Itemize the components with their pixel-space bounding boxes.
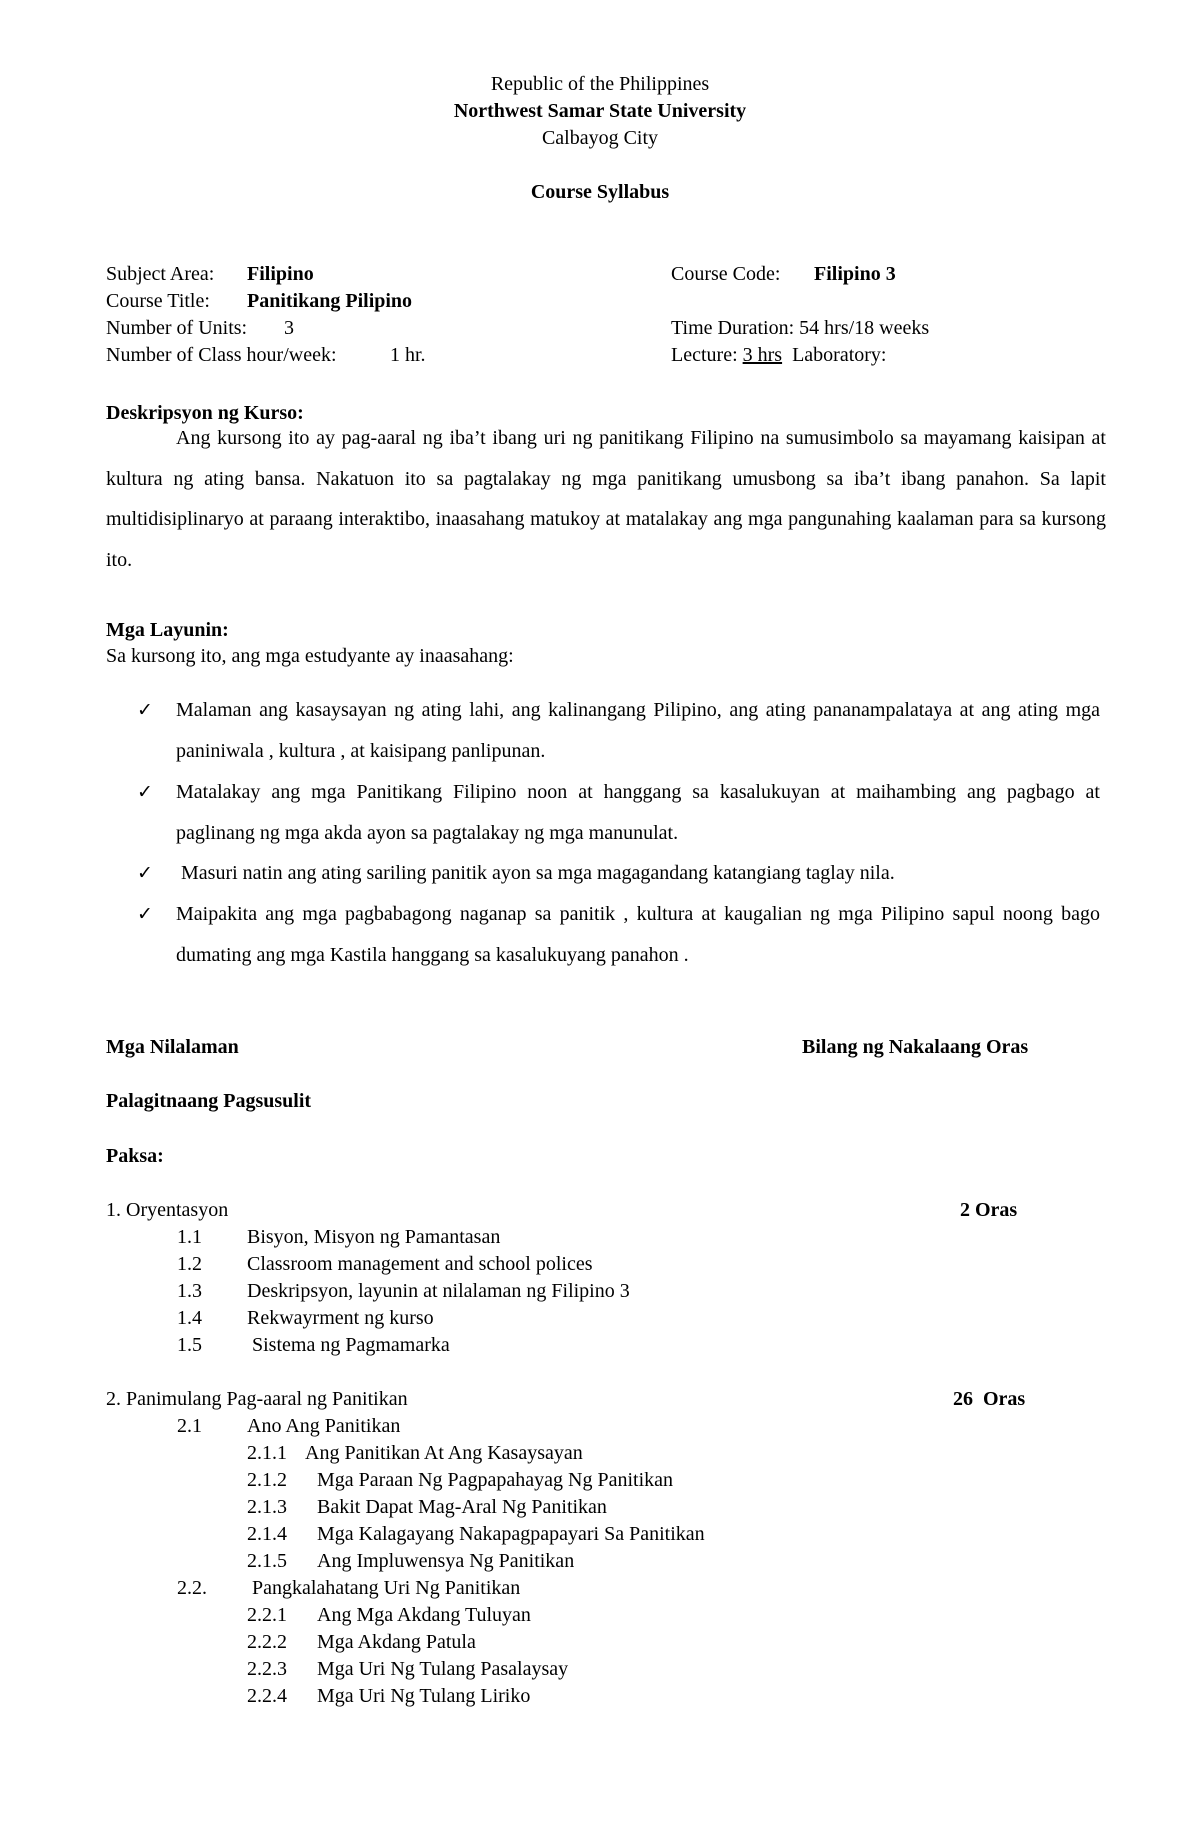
class-hour-label: Number of Class hour/week: [106,344,337,366]
topic-2-subitem-num: 2.1.2 [247,1469,287,1491]
topic-2-subitem-num: 2.1.1 [247,1442,287,1464]
topic-1-item-num: 1.5 [177,1334,202,1356]
objectives-heading: Mga Layunin: [106,619,229,641]
topic-2-subitem-num: 2.2.1 [247,1604,287,1626]
topic-2-sub-num: 2.1 [177,1415,202,1437]
republic-line: Republic of the Philippines [490,73,710,95]
description-heading: Deskripsyon ng Kurso: [106,402,304,424]
topic-1-item-text: Rekwayrment ng kurso [247,1307,434,1329]
objectives-intro: Sa kursong ito, ang mga estudyante ay inaasahang: [106,645,514,667]
topic-2-subitem-text: Mga Uri Ng Tulang Liriko [317,1685,531,1707]
city-line: Calbayog City [541,127,659,149]
topic-1-item-text: Deskripsyon, layunin at nilalaman ng Filipino 3 [247,1280,630,1302]
class-hour-value: 1 hr. [390,344,426,366]
topic-2-subitem-num: 2.2.2 [247,1631,287,1653]
lecture-line [671,344,886,367]
document-title: Course Syllabus [530,181,670,203]
topic-2-sub-num: 2.2. [177,1577,207,1599]
topic-2-subitem-text: Mga Akdang Patula [317,1631,476,1653]
topic-2-subitem-text: Ang Mga Akdang Tuluyan [317,1604,531,1626]
objective-item: ✓ Malaman ang kasaysayan ng ating lahi, ang kalinangang Pilipino, ang ating pananampalataya at ang ating mga paniniwala , kultura , at kaisipang panlipunan. [140,690,1100,772]
topic-1-item-num: 1.3 [177,1280,202,1302]
hours-heading: Bilang ng Nakalaang Oras [802,1036,1029,1058]
subject-area-label: Subject Area: [106,263,215,285]
topic-1-title: 1. Oryentasyon [106,1199,229,1221]
topic-1-item-text: Sistema ng Pagmamarka [247,1334,450,1356]
university-name: Northwest Samar State University [453,100,747,122]
objective-item: ✓ Matalakay ang mga Panitikang Filipino noon at hanggang sa kasalukuyan at maihambing ang pagbago at paglinang ng mga akda ayon sa pagtalakay ng mga manunulat. [140,772,1100,854]
description-paragraph [106,418,1106,580]
topic-1-item-num: 1.1 [177,1226,202,1248]
topic-1-item-text: Classroom management and school polices [247,1253,593,1275]
topic-2-subitem-text: Bakit Dapat Mag-Aral Ng Panitikan [317,1496,607,1518]
units-label: Number of Units: [106,317,248,339]
course-title-label: Course Title: [106,290,210,312]
topic-2-subitem-num: 2.1.4 [247,1523,287,1545]
check-icon: ✓ [137,781,153,803]
topic-2-subitem-num: 2.1.3 [247,1496,287,1518]
topic-1-item-num: 1.2 [177,1253,202,1275]
topic-2-sub-text: Ano Ang Panitikan [247,1415,401,1437]
topic-2-subitem-num: 2.1.5 [247,1550,287,1572]
units-value: 3 [284,317,294,339]
topic-2-title: 2. Panimulang Pag-aaral ng Panitikan [106,1388,408,1410]
description-text: Ang kursong ito ay pag-aaral ng iba’t ibang uri ng panitikang Filipino na sumusimbolo sa mayamang kaisipan at kultura ng ating bansa. Nakatuon ito sa pagtalakay ng mga panitikang umusbong sa iba’t ibang panahon. Sa lapit multidisiplinaryo at paraang interaktibo, inaasahang matukoy at matalakay ang mga pangunahing kaalaman para sa kursong ito. [106,427,1106,571]
subject-area-value: Filipino [247,263,314,285]
check-icon: ✓ [137,699,153,721]
topic-2-sub-text: Pangkalahatang Uri Ng Panitikan [252,1577,521,1599]
midterm-heading: Palagitnaang Pagsusulit [106,1090,312,1112]
topic-2-subitem-text: Mga Paraan Ng Pagpapahayag Ng Panitikan [317,1469,674,1491]
lecture-label: Lecture: [671,344,738,366]
course-code-label: Course Code: [671,263,781,285]
topic-1-item-text: Bisyon, Misyon ng Pamantasan [247,1226,501,1248]
lecture-value: 3 hrs [742,344,783,366]
topic-2-hours: 26 Oras [953,1388,1026,1410]
topic-2-subitem-num: 2.2.3 [247,1658,287,1680]
topic-2-subitem-text: Ang Impluwensya Ng Panitikan [317,1550,575,1572]
check-icon: ✓ [137,903,153,925]
topic-2-subitem-num: 2.2.4 [247,1685,287,1707]
contents-heading: Mga Nilalaman [106,1036,239,1058]
course-title-value: Panitikang Pilipino [247,290,413,312]
topic-2-subitem-text: Ang Panitikan At Ang Kasaysayan [305,1442,583,1464]
objective-item: ✓ Masuri natin ang ating sariling panitik ayon sa mga magagandang katangiang taglay nila. [140,853,1100,894]
laboratory-label: Laboratory: [792,344,887,366]
course-code-value: Filipino 3 [814,263,896,285]
time-duration: Time Duration: 54 hrs/18 weeks [671,317,930,339]
topic-2-subitem-text: Mga Uri Ng Tulang Pasalaysay [317,1658,569,1680]
check-icon: ✓ [137,862,153,884]
topic-2-subitem-text: Mga Kalagayang Nakapagpapayari Sa Panitikan [317,1523,705,1545]
topic-1-hours: 2 Oras [960,1199,1018,1221]
objective-item: ✓ Maipakita ang mga pagbabagong naganap sa panitik , kultura at kaugalian ng mga Pilipino sapul noong bago dumating ang mga Kastila hanggang sa kasalukuyang panahon . [140,894,1100,976]
topic-label: Paksa: [106,1145,164,1167]
topic-1-item-num: 1.4 [177,1307,202,1329]
